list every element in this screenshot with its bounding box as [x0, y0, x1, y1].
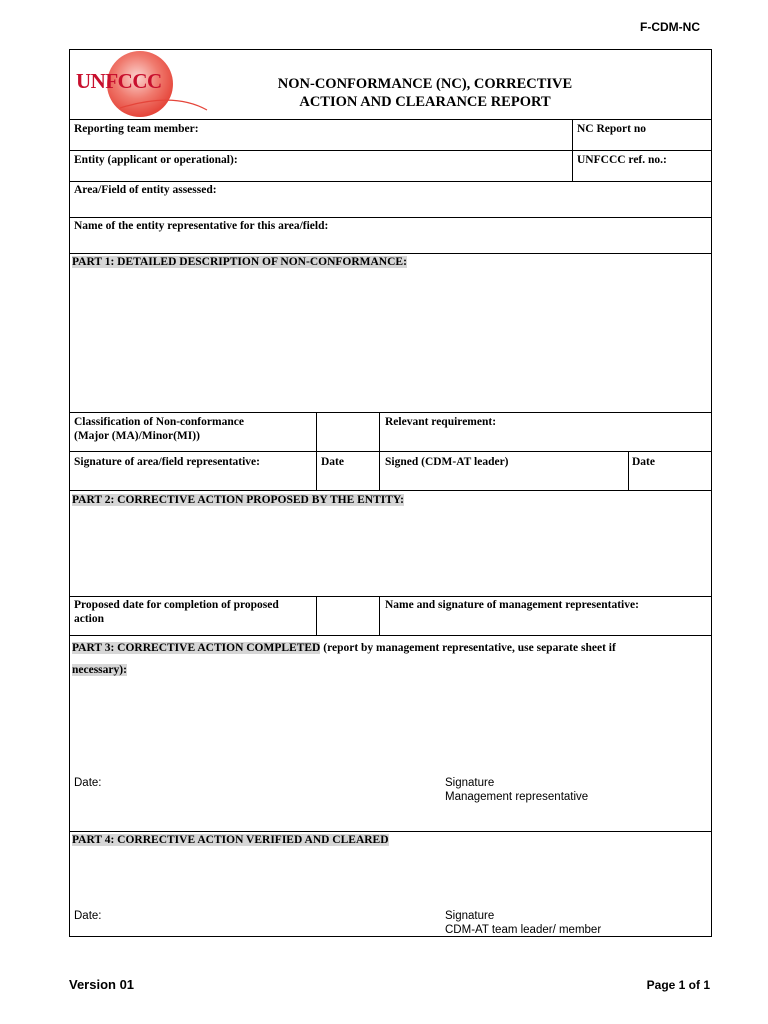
part3-signature-label: Signature [445, 777, 495, 789]
part1-heading [72, 255, 407, 269]
form-title [230, 75, 620, 111]
rule [69, 831, 712, 832]
part2-heading-text: PART 2: CORRECTIVE ACTION PROPOSED BY THE ENTITY: [72, 494, 404, 506]
proposed-date-label [74, 598, 279, 626]
part3-signature-role: Management representative [445, 791, 589, 803]
rule [69, 119, 712, 120]
entity-label: Entity (applicant or operational): [74, 154, 238, 166]
part3-heading-line-2: necessary): [72, 664, 127, 676]
rule [379, 596, 380, 635]
unfccc-ref-label: UNFCCC ref. no.: [577, 154, 667, 166]
part4-heading [72, 833, 389, 847]
part1-heading-text: PART 1: DETAILED DESCRIPTION OF NON-CONFORMANCE: [72, 256, 407, 268]
part3-date-label: Date: [74, 777, 102, 789]
form-code: F-CDM-NC [640, 20, 700, 34]
rule [69, 150, 712, 151]
classification-line-1: Classification of Non-conformance [74, 416, 244, 428]
part4-signature-role: CDM-AT team leader/ member [445, 924, 602, 936]
rule [69, 451, 712, 452]
part3-heading-highlight: PART 3: CORRECTIVE ACTION COMPLETED [72, 642, 321, 654]
date-label: Date [321, 456, 344, 468]
part3-heading [72, 637, 702, 681]
rule [69, 181, 712, 182]
logo-text: UNFCCC [76, 69, 162, 93]
part2-heading [72, 493, 404, 507]
rule [69, 635, 712, 636]
rule [316, 412, 317, 490]
management-signature-label: Name and signature of management representative: [385, 599, 639, 611]
rule [69, 253, 712, 254]
signed-leader-label: Signed (CDM-AT leader) [385, 456, 509, 468]
rule [69, 412, 712, 413]
area-field-label: Area/Field of entity assessed: [74, 184, 217, 196]
reporting-team-member-label: Reporting team member: [74, 123, 199, 135]
unfccc-logo [72, 50, 212, 118]
rule [69, 217, 712, 218]
rule [379, 412, 380, 490]
part4-heading-text: PART 4: CORRECTIVE ACTION VERIFIED AND CLEARED [72, 834, 389, 846]
rule [628, 451, 629, 490]
rule [316, 596, 317, 635]
part3-heading-rest: (report by management representative, use separate sheet if [320, 642, 616, 654]
proposed-date-line-2: action [74, 613, 105, 625]
part3-signature-block [445, 776, 588, 804]
entity-representative-label: Name of the entity representative for this area/field: [74, 220, 329, 232]
signature-representative-label: Signature of area/field representative: [74, 456, 260, 468]
part4-signature-block [445, 909, 601, 937]
version-label: Version 01 [69, 977, 135, 992]
nc-report-no-label: NC Report no [577, 123, 646, 135]
part4-date-label: Date: [74, 910, 102, 922]
proposed-date-line-1: Proposed date for completion of proposed [74, 599, 279, 611]
date-label-2: Date [632, 456, 655, 468]
rule [69, 490, 712, 491]
page-number: Page 1 of 1 [646, 978, 710, 992]
rule [572, 119, 573, 181]
classification-line-2: (Major (MA)/Minor(MI)) [74, 430, 200, 442]
relevant-requirement-label: Relevant requirement: [385, 416, 497, 428]
part4-signature-label: Signature [445, 910, 495, 922]
rule [69, 596, 712, 597]
title-line-2: ACTION AND CLEARANCE REPORT [299, 94, 551, 110]
title-line-1: NON-CONFORMANCE (NC), CORRECTIVE [277, 76, 573, 92]
classification-label [74, 415, 244, 443]
